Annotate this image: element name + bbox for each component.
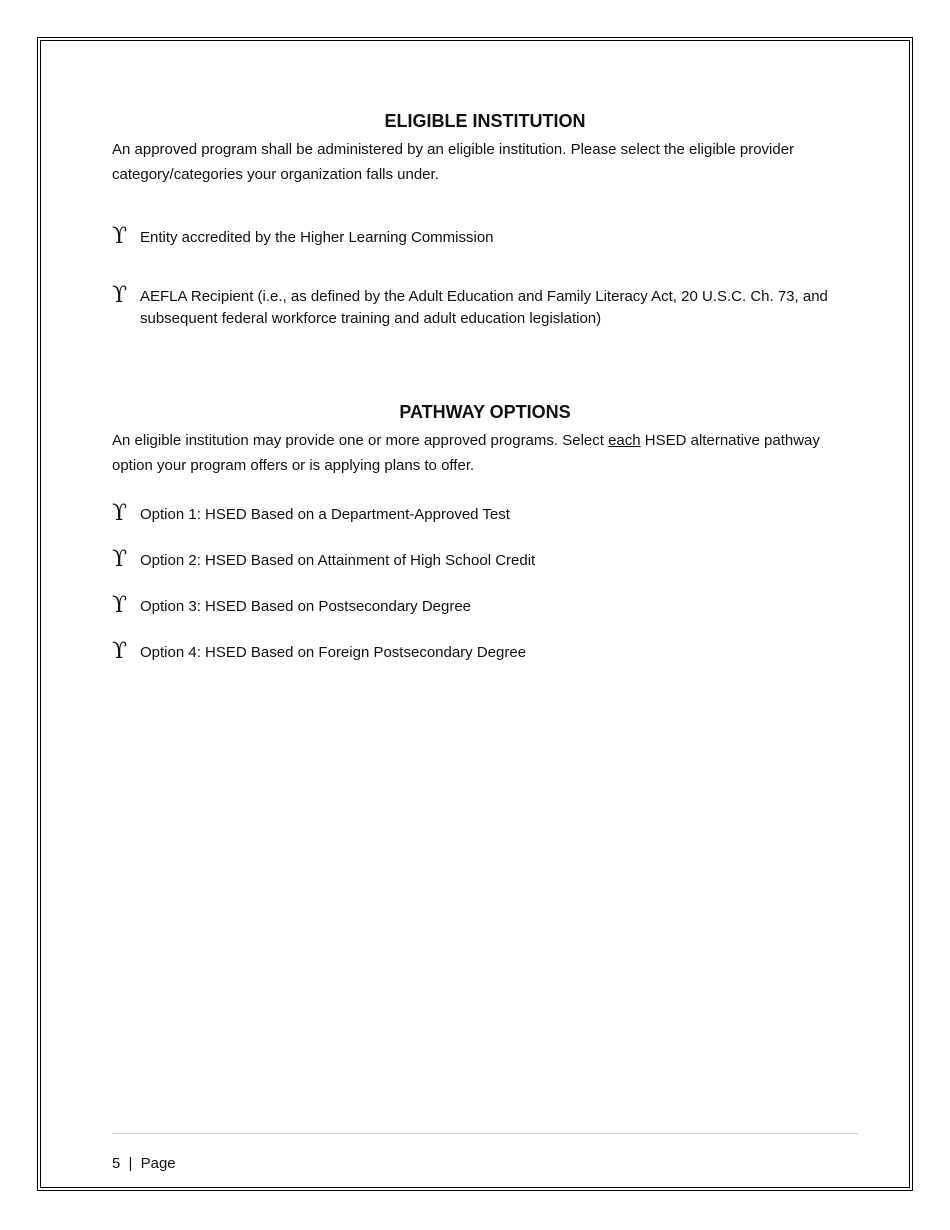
intro-text-after: HSED alternative pathway option your program offers or is applying plans to offer. [112,432,820,474]
option-label: AEFLA Recipient (i.e., as defined by the Adult Education and Family Literacy Act, 20 U.S.C. Ch. 73, and subsequent federal workforce training and adult education legislation) [140,288,828,327]
footer-rule [112,1133,858,1134]
option-4-foreign-postsecondary-degree [112,639,858,664]
checkbox-icon[interactable]: ϒ [112,501,128,526]
option-label: Entity accredited by the Higher Learning Commission [140,229,494,246]
option-2-high-school-credit [112,547,858,572]
intro-text-before: An eligible institution may provide one or more approved programs. Select [112,432,609,449]
page-footer [112,1154,176,1174]
page-number: 5 [112,1155,121,1172]
option-aefla-recipient [112,283,858,330]
option-1-approved-test [112,501,858,526]
checkbox-icon[interactable]: ϒ [112,224,128,249]
pathway-options-title: PATHWAY OPTIONS [399,402,571,422]
option-label: Option 3: HSED Based on Postsecondary Degree [140,598,472,615]
page-label: Page [140,1155,176,1172]
eligible-provider-options [112,224,858,330]
pathway-options-section [112,401,858,664]
pathway-option-list [112,501,858,664]
eligible-institution-section [112,110,858,330]
option-label: Option 2: HSED Based on Attainment of High School Credit [140,552,536,569]
footer-separator: | [128,1155,133,1172]
checkbox-icon[interactable]: ϒ [112,547,128,572]
page-content [112,110,858,664]
checkbox-icon[interactable]: ϒ [112,283,128,308]
intro-emphasis-each: each [608,432,641,449]
option-label: Option 4: HSED Based on Foreign Postsecondary Degree [140,644,527,661]
option-3-postsecondary-degree [112,593,858,618]
checkbox-icon[interactable]: ϒ [112,593,128,618]
pathway-options-intro [112,429,858,478]
option-label: Option 1: HSED Based on a Department-Approved Test [140,506,510,523]
eligible-institution-intro: An approved program shall be administered by an eligible institution. Please select the eligible provider category/categories your organization falls under. [112,141,795,183]
option-hlc-accredited [112,224,858,249]
eligible-institution-title: ELIGIBLE INSTITUTION [384,111,586,131]
checkbox-icon[interactable]: ϒ [112,639,128,664]
